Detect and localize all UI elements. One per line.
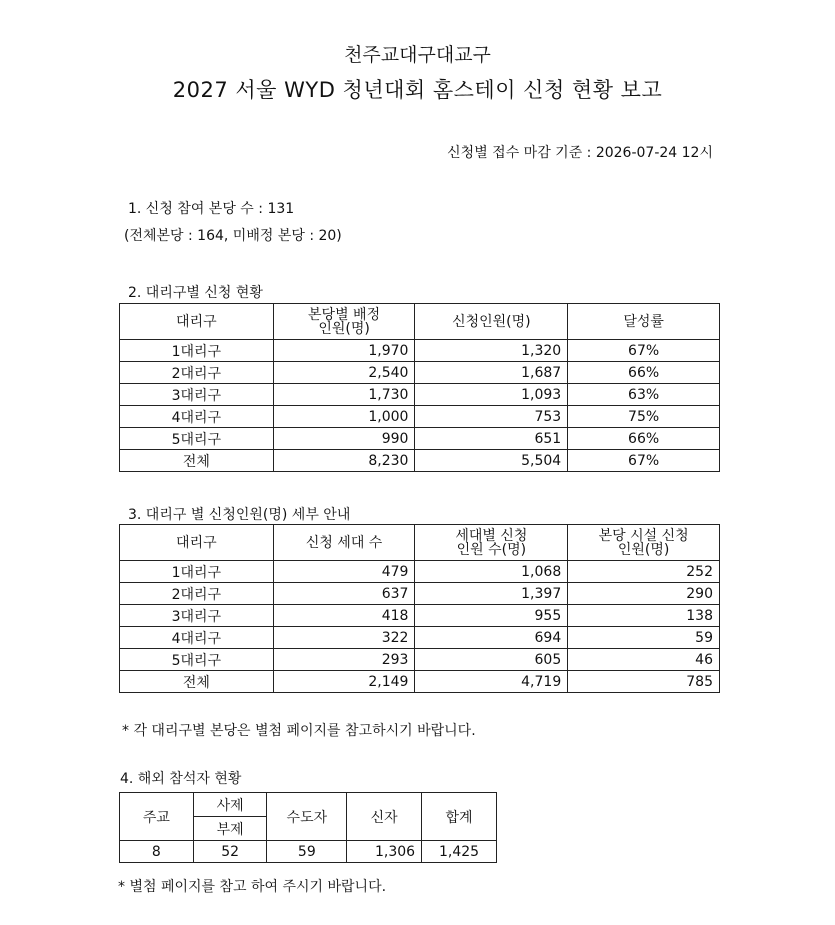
value-religious: 59 <box>267 841 347 863</box>
detail-cell: 322 <box>273 627 415 649</box>
header-assigned: 본당별 배정 인원(명) <box>273 304 415 340</box>
application-cell: 4대리구 <box>120 406 274 428</box>
detail-cell: 418 <box>273 605 415 627</box>
application-cell: 1,730 <box>273 384 415 406</box>
section3-note: * 각 대리구별 본당은 별첨 페이지를 참고하시기 바랍니다. <box>122 723 476 739</box>
detail-cell: 293 <box>273 649 415 671</box>
application-cell: 1,687 <box>415 362 568 384</box>
application-cell: 2대리구 <box>120 362 274 384</box>
application-cell: 63% <box>568 384 720 406</box>
detail-cell: 전체 <box>120 671 274 693</box>
table-row <box>120 649 720 671</box>
detail-cell: 637 <box>273 583 415 605</box>
detail-cell: 46 <box>568 649 720 671</box>
application-cell: 8,230 <box>273 450 415 472</box>
table-row <box>120 340 720 362</box>
detail-cell: 1,397 <box>415 583 568 605</box>
header-religious: 수도자 <box>267 793 347 841</box>
header-households: 신청 세대 수 <box>273 525 415 561</box>
value-laity: 1,306 <box>347 841 422 863</box>
detail-cell: 955 <box>415 605 568 627</box>
application-cell: 67% <box>568 450 720 472</box>
application-cell: 1대리구 <box>120 340 274 362</box>
application-cell: 75% <box>568 406 720 428</box>
table-row <box>120 561 720 583</box>
value-total: 1,425 <box>422 841 497 863</box>
detail-cell: 5대리구 <box>120 649 274 671</box>
detail-cell: 4대리구 <box>120 627 274 649</box>
table-row <box>120 384 720 406</box>
section4-heading: 4. 해외 참석자 현황 <box>120 771 242 787</box>
application-cell: 5대리구 <box>120 428 274 450</box>
detail-cell: 1대리구 <box>120 561 274 583</box>
table-row <box>120 671 720 693</box>
application-cell: 3대리구 <box>120 384 274 406</box>
vicariate-application-table <box>119 303 720 472</box>
header-household-persons: 세대별 신청 인원 수(명) <box>415 525 568 561</box>
application-cell: 1,320 <box>415 340 568 362</box>
detail-cell: 2,149 <box>273 671 415 693</box>
header-achievement: 달성률 <box>568 304 720 340</box>
header-parish-facility: 본당 시설 신청 인원(명) <box>568 525 720 561</box>
header-priest: 사제 <box>193 793 267 817</box>
application-cell: 1,093 <box>415 384 568 406</box>
value-priest: 52 <box>193 841 267 863</box>
table-row <box>120 428 720 450</box>
overseas-participants-table <box>119 792 497 863</box>
section3-heading: 3. 대리구 별 신청인원(명) 세부 안내 <box>128 507 351 523</box>
application-cell: 66% <box>568 428 720 450</box>
parish-count-line: 1. 신청 참여 본당 수 : 131 <box>128 201 295 217</box>
table-row <box>120 362 720 384</box>
table-row <box>120 450 720 472</box>
application-cell: 1,970 <box>273 340 415 362</box>
parish-total-line: (전체본당 : 164, 미배정 본당 : 20) <box>124 228 342 244</box>
detail-cell: 1,068 <box>415 561 568 583</box>
detail-cell: 3대리구 <box>120 605 274 627</box>
header-applicants: 신청인원(명) <box>415 304 568 340</box>
header-total: 합계 <box>422 793 497 841</box>
application-cell: 5,504 <box>415 450 568 472</box>
report-title: 2027 서울 WYD 청년대회 홈스테이 신청 현황 보고 <box>172 78 663 102</box>
header-bishop: 주교 <box>120 793 194 841</box>
deadline-note: 신청별 접수 마감 기준 : 2026-07-24 12시 <box>447 145 713 161</box>
table-row <box>120 583 720 605</box>
section4-note: * 별첨 페이지를 참고 하여 주시기 바랍니다. <box>118 879 387 895</box>
application-cell: 990 <box>273 428 415 450</box>
value-bishop: 8 <box>120 841 194 863</box>
table-row <box>120 627 720 649</box>
header-vicariate: 대리구 <box>120 304 274 340</box>
detail-cell: 479 <box>273 561 415 583</box>
detail-cell: 59 <box>568 627 720 649</box>
header-laity: 신자 <box>347 793 422 841</box>
detail-cell: 138 <box>568 605 720 627</box>
detail-cell: 694 <box>415 627 568 649</box>
header-vicariate: 대리구 <box>120 525 274 561</box>
application-cell: 66% <box>568 362 720 384</box>
detail-cell: 605 <box>415 649 568 671</box>
detail-cell: 252 <box>568 561 720 583</box>
table-row <box>120 605 720 627</box>
detail-cell: 2대리구 <box>120 583 274 605</box>
organization-title: 천주교대구대교구 <box>344 44 491 66</box>
application-cell: 67% <box>568 340 720 362</box>
vicariate-detail-table <box>119 524 720 693</box>
header-deacon: 부제 <box>193 817 267 841</box>
table-row <box>120 406 720 428</box>
application-cell: 전체 <box>120 450 274 472</box>
application-cell: 753 <box>415 406 568 428</box>
section2-heading: 2. 대리구별 신청 현황 <box>128 285 263 301</box>
application-cell: 1,000 <box>273 406 415 428</box>
detail-cell: 785 <box>568 671 720 693</box>
application-cell: 651 <box>415 428 568 450</box>
application-cell: 2,540 <box>273 362 415 384</box>
detail-cell: 290 <box>568 583 720 605</box>
detail-cell: 4,719 <box>415 671 568 693</box>
